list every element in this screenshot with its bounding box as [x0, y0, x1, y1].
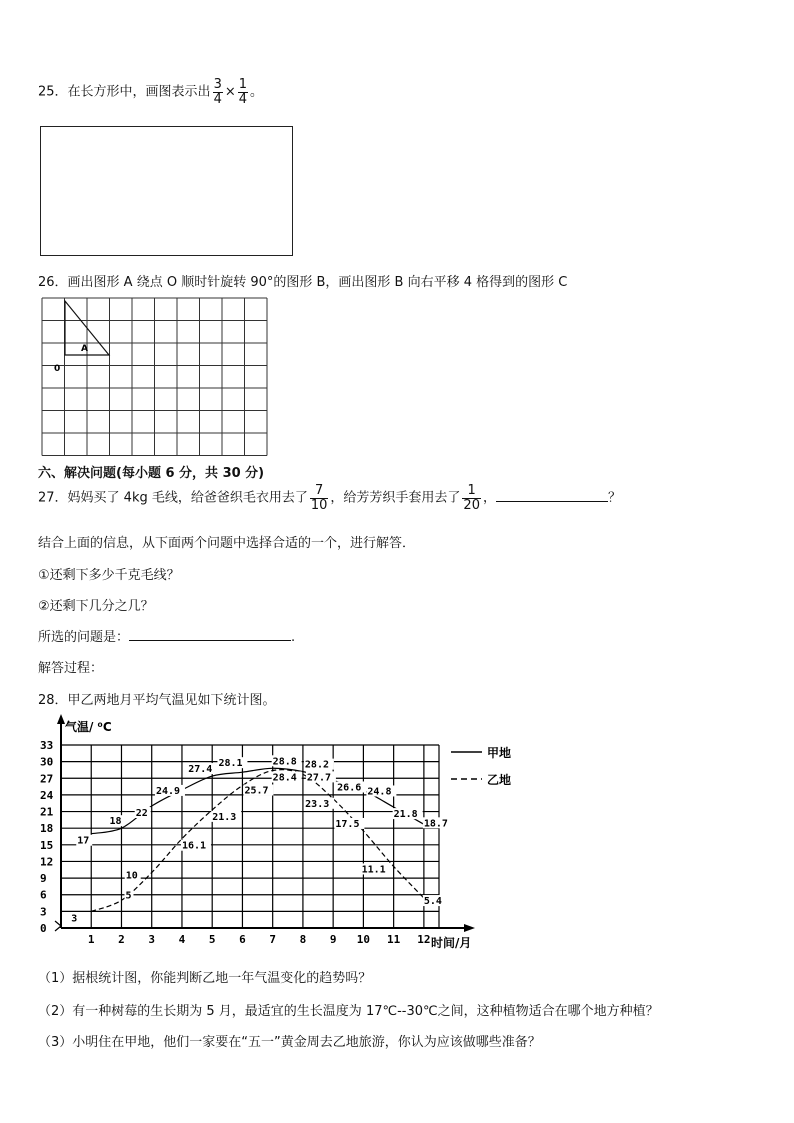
data-label: 18.7 — [423, 818, 448, 830]
q27-option-2: ②还剩下几分之几？ — [38, 599, 154, 614]
q27-process-label: 解答过程： — [38, 661, 104, 676]
data-label: 28.8 — [272, 756, 297, 768]
data-label: 16.1 — [181, 840, 207, 852]
data-label: 28.2 — [304, 759, 330, 771]
data-label: 17 — [77, 835, 90, 847]
y-tick-label: 33 — [40, 739, 54, 752]
q28-sub-3: （3）小明住在甲地，他们一家要在“五一”黄金周去乙地旅游，你认为应该做哪些准备？ — [38, 1035, 541, 1050]
x-tick-label: 10 — [356, 933, 371, 946]
y-tick-label: 0 — [40, 922, 47, 935]
chosen-label: 所选的问题是： — [38, 630, 130, 645]
y-tick-label: 9 — [40, 872, 47, 886]
q25-text: 在长方形中，画图表示出 — [67, 84, 211, 100]
q27-text-1: 27．妈妈买了 4kg 毛线，给爸爸织毛衣用去了 — [38, 490, 308, 506]
data-label: 27.7 — [306, 772, 332, 784]
times-sign: × — [224, 84, 236, 100]
q26-grid — [38, 296, 270, 456]
q27-option-1: ①还剩下多少千克毛线？ — [38, 568, 180, 583]
data-label: 5 — [125, 890, 132, 902]
x-tick-label: 7 — [269, 933, 276, 946]
x-tick-label: 3 — [148, 933, 156, 946]
chosen-question-blank[interactable] — [129, 628, 291, 641]
data-label: 28.1 — [218, 758, 243, 770]
q27-fraction-1: $\frac{7}{10}$ — [310, 483, 328, 513]
q25-rectangle — [40, 126, 293, 256]
y-tick-label: 15 — [40, 838, 54, 852]
y-axis-label: 气温/ ⁰C — [65, 720, 112, 734]
y-tick-label: 24 — [40, 788, 54, 802]
data-label: 22 — [135, 808, 148, 819]
data-label: 5.4 — [423, 896, 442, 908]
q25-line — [38, 78, 263, 106]
data-label: 24.9 — [155, 785, 181, 797]
x-tick-label: 11 — [387, 933, 401, 946]
data-label: 3 — [71, 913, 78, 925]
data-label: 21.8 — [393, 809, 418, 821]
point-o-label: 0 — [54, 364, 61, 374]
q25-fraction-1: $\frac{3}{4}$ — [213, 77, 222, 107]
q27-fraction-2: $\frac{1}{20}$ — [463, 483, 480, 513]
legend-label: 甲地 — [487, 746, 512, 760]
y-tick-label: 18 — [40, 822, 54, 836]
data-label: 18 — [109, 816, 122, 828]
x-tick-label: 9 — [329, 933, 337, 946]
y-tick-label: 30 — [40, 755, 54, 769]
data-label: 11.1 — [361, 864, 386, 876]
q28-text: 28．甲乙两地月平均气温见如下统计图。 — [38, 693, 276, 708]
q25-fraction-2: $\frac{1}{4}$ — [238, 77, 248, 107]
q27-instruction: 结合上面的信息，从下面两个问题中选择合适的一个，进行解答． — [38, 536, 416, 551]
y-tick-label: 6 — [40, 888, 47, 902]
data-label: 23.3 — [305, 798, 330, 810]
data-label: 17.5 — [335, 818, 360, 830]
q25-end: 。 — [250, 84, 264, 100]
data-label: 10 — [125, 870, 138, 882]
q25-number: 25． — [38, 84, 68, 100]
q27-chosen-line — [38, 626, 295, 645]
q27-question-mark: ？ — [607, 490, 621, 506]
x-tick-label: 6 — [239, 933, 246, 946]
x-axis-label: 时间/月 — [431, 936, 472, 950]
x-tick-label: 4 — [178, 933, 186, 946]
data-label: 25.7 — [244, 785, 269, 797]
q27-comma: ， — [482, 490, 496, 506]
x-axis-arrow — [464, 924, 475, 932]
y-tick-label: 21 — [40, 805, 54, 819]
y-axis-arrow — [57, 714, 65, 724]
temperature-line-chart — [20, 712, 530, 952]
data-label: 24.8 — [367, 786, 392, 798]
section-6-title: 六、解决问题(每小题 6 分，共 30 分) — [38, 466, 265, 481]
x-tick-label: 2 — [118, 933, 125, 946]
q27-line — [38, 484, 621, 512]
q27-answer-blank[interactable] — [496, 489, 608, 502]
shape-a-label: A — [81, 344, 88, 354]
q26-text: 26．画出图形 A 绕点 O 顺时针旋转 90°的图形 B，画出图形 B 向右平移 4 格得到的图形 C — [38, 275, 568, 290]
data-label: 27.4 — [188, 764, 213, 776]
y-tick-label: 27 — [40, 772, 54, 786]
y-tick-label: 3 — [40, 905, 47, 919]
q28-sub-1: （1）据根统计图，你能判断乙地一年气温变化的趋势吗？ — [38, 971, 372, 986]
data-label: 21.3 — [212, 811, 237, 823]
chosen-end: . — [291, 630, 296, 645]
y-tick-label: 12 — [40, 855, 54, 869]
data-label: 26.6 — [337, 782, 362, 794]
q27-text-2: ，给芳芳织手套用去了 — [330, 490, 461, 506]
x-tick-label: 8 — [299, 933, 307, 946]
x-tick-label: 1 — [87, 933, 95, 946]
x-tick-label: 12 — [417, 933, 431, 946]
q28-sub-2: （2）有一种树莓的生长期为 5 月，最适宜的生长温度为 17℃--30℃之间，这种植物适合在哪个地方种植？ — [38, 1004, 659, 1019]
data-label: 28.4 — [272, 772, 297, 784]
legend-label: 乙地 — [487, 773, 512, 787]
x-tick-label: 5 — [208, 933, 216, 946]
